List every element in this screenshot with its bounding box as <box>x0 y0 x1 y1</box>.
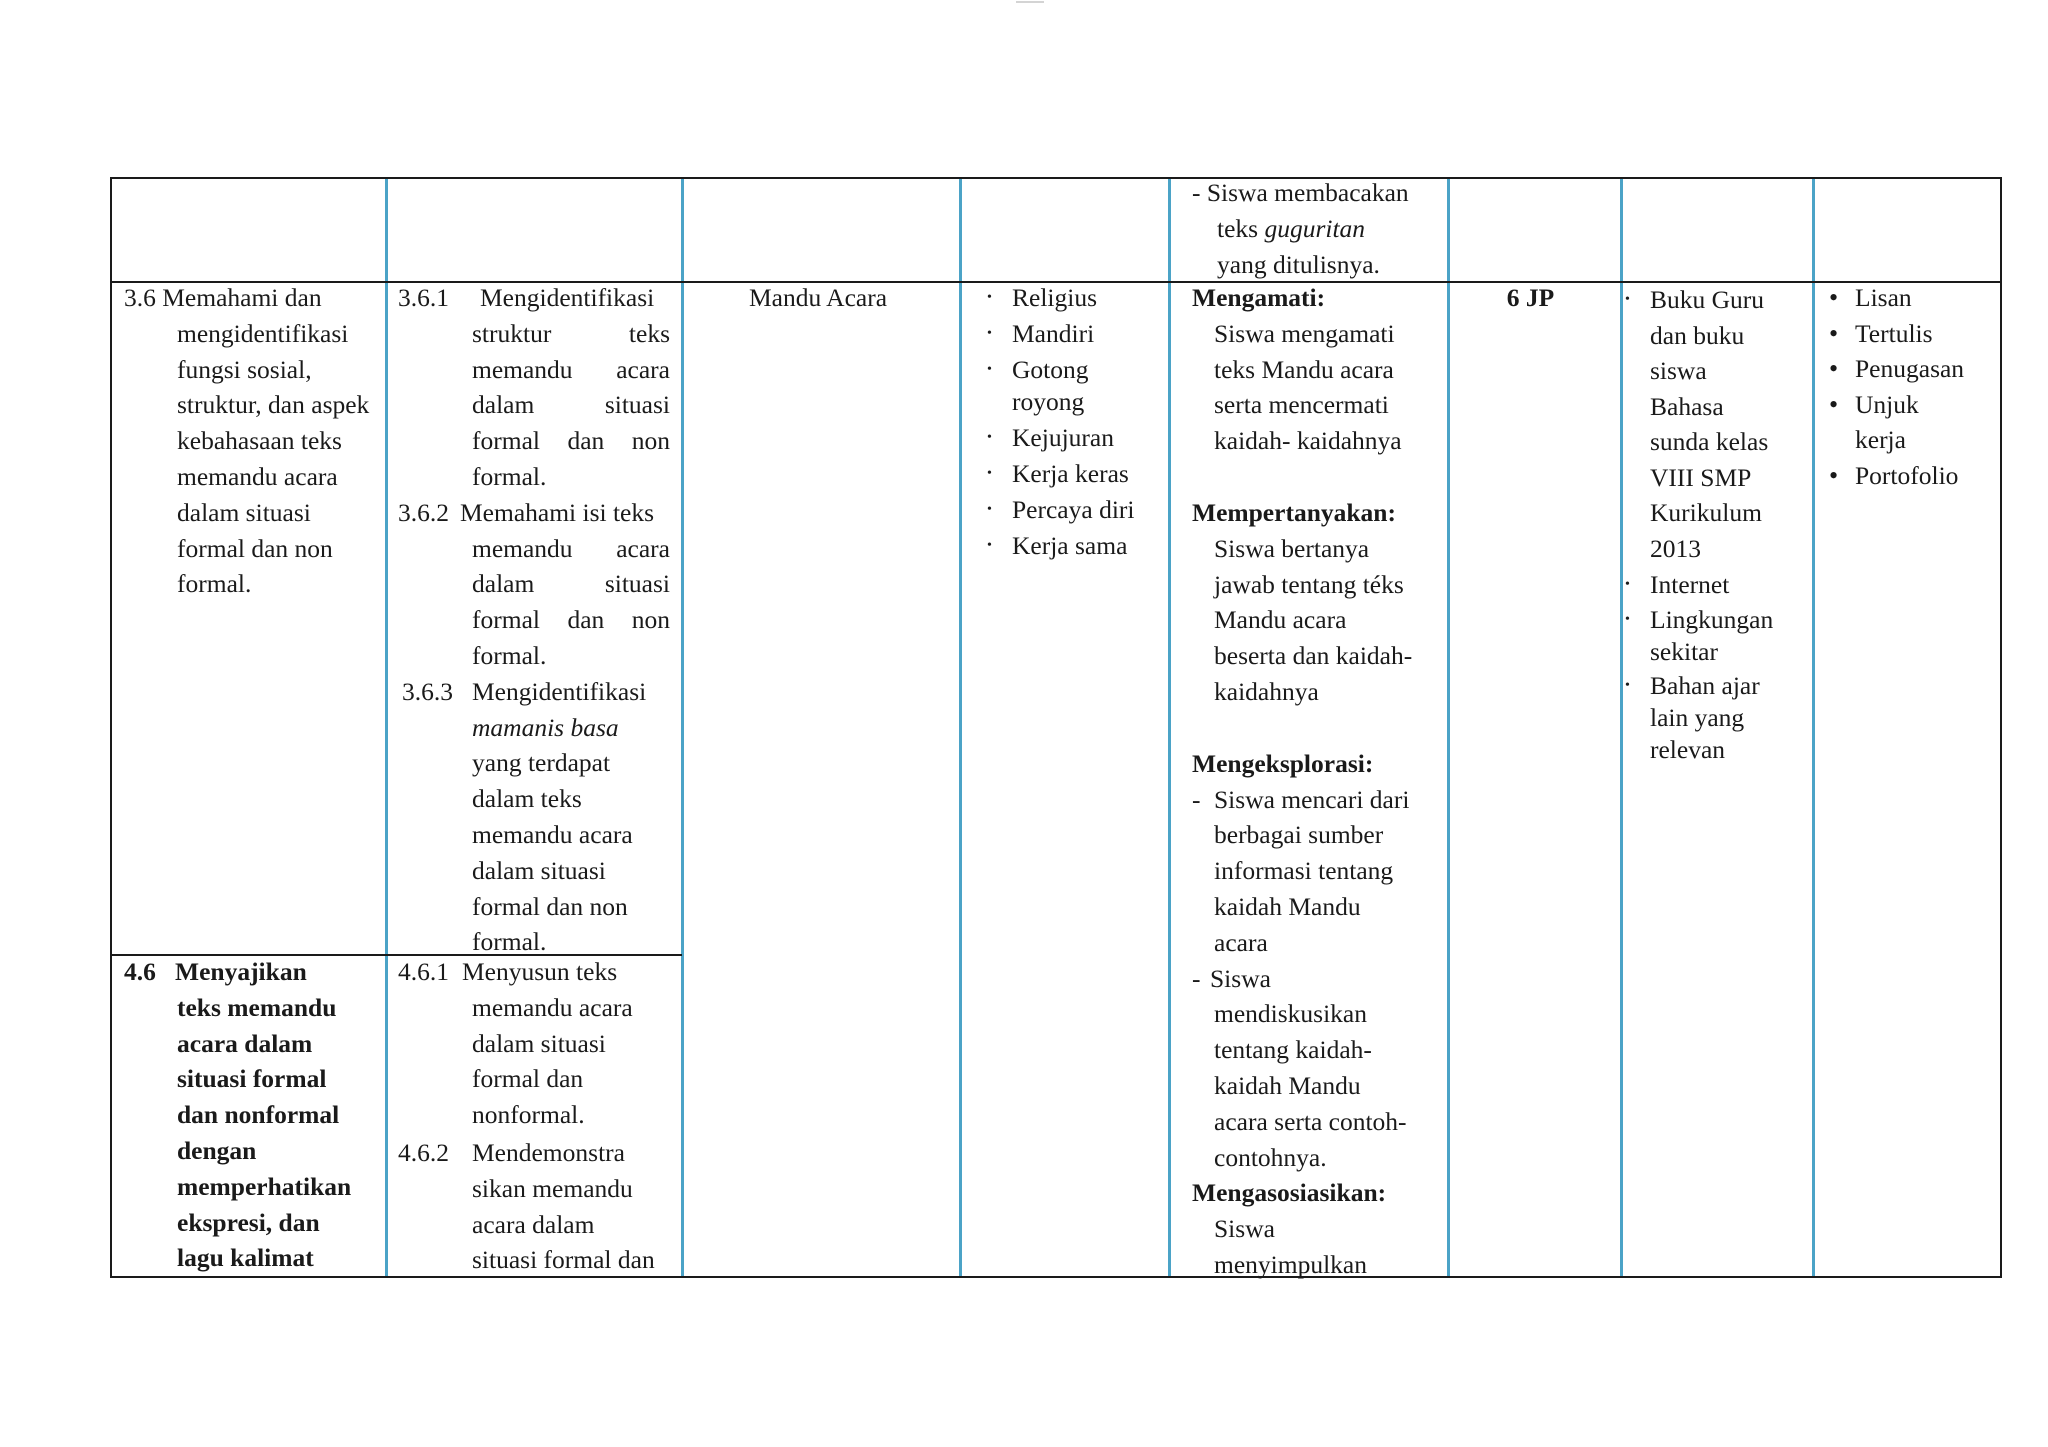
indicator-3-6-1: 3.6.1 Mengidentifikasi struktur teks memandu acara dalam situasi formal dan non formal. <box>398 283 670 491</box>
list-item: • Bahan ajar lain yang relevan <box>1622 670 1807 766</box>
indicator-3-6-3: 3.6.3 Mengidentifikasi mamanis basa yang terdapat dalam teks memandu acara dalam situasi formal dan non formal. <box>402 676 647 957</box>
indicators-4-6 <box>398 954 670 1278</box>
indicators-3-6 <box>398 280 670 960</box>
kegiatan-pembelajaran: Mengamati: Siswa mengamati teks Mandu acara serta mencermati kaidah- kaidahnya Mempertanyakan: Siswa bertanya jawab tentang téks Mandu acara beserta dan kaidah- kaidahnya Mengeksplorasi: - Siswa mencari dari berbagai sumber informasi tentang kaidah Mandu acara - Siswa mendiskusikan tentang kaidah- kaidah Mandu acara serta contoh- contohnya. Mengasosiasikan: Siswa menyimpulkan <box>1192 280 1442 1283</box>
alokasi-waktu: 6 JP <box>1506 283 1555 312</box>
column-divider <box>1447 179 1450 1276</box>
list-item: • Mandiri <box>984 318 1184 350</box>
list-item: • Percaya diri <box>984 494 1184 526</box>
sumber-belajar <box>1622 282 1807 766</box>
list-item: • Religius <box>984 282 1184 314</box>
indicator-3-6-2: 3.6.2 Memahami isi teks memandu acara dalam situasi formal dan non formal. <box>398 497 670 670</box>
karakter-list <box>984 282 1184 562</box>
list-item: • Portofolio <box>1827 458 1997 494</box>
list-item: • Kerja sama <box>984 530 1184 562</box>
column-divider <box>959 179 962 1276</box>
list-item: • Lisan <box>1827 280 1997 316</box>
heading-mempertanyakan: Mempertanyakan: <box>1192 497 1396 527</box>
indicator-4-6-1: 4.6.1 Menyusun teks memandu acara dalam situasi formal dan nonformal. <box>398 957 633 1130</box>
list-item: • Gotong royong <box>984 354 1112 418</box>
activity-continued: - Siswa membacakan teks guguritan yang ditulisnya. <box>1192 178 1409 279</box>
list-item: • Kerja keras <box>984 458 1184 490</box>
heading-mengamati: Mengamati: <box>1192 283 1326 312</box>
list-item: • Lingkungan sekitar <box>1622 604 1807 668</box>
materi-pokok: Mandu Acara <box>748 283 888 312</box>
penilaian-list <box>1827 280 1997 493</box>
list-item: • Tertulis <box>1827 316 1997 352</box>
heading-mengasosiasikan: Mengasosiasikan: <box>1192 1178 1387 1208</box>
list-item: • Unjuk kerja <box>1827 387 1925 458</box>
heading-mengeksplorasi: Mengeksplorasi: <box>1192 748 1374 778</box>
page-header-mark <box>1016 1 1044 3</box>
list-item: • Kejujuran <box>984 422 1184 454</box>
indicator-4-6-2: 4.6.2 Mendemonstra sikan memandu acara dalam situasi formal dan <box>398 1137 655 1275</box>
kd-3-6: 3.6 Memahami dan mengidentifikasi fungsi sosial, struktur, dan aspek kebahasaan teks memandu acara dalam situasi formal dan non formal. <box>124 283 370 599</box>
column-divider <box>1812 179 1815 1276</box>
kd-4-6: 4.6 Menyajikan teks memandu acara dalam situasi formal dan nonformal dengan memperhatikan ekspresi, dan lagu kalimat <box>124 957 352 1273</box>
column-divider <box>385 179 388 1276</box>
list-item: • Buku Guru dan buku siswa Bahasa sunda kelas VIII SMP Kurikulum 2013 <box>1622 282 1807 566</box>
column-divider <box>681 179 684 1276</box>
list-item: • Penugasan <box>1827 351 1997 387</box>
list-item: • Internet <box>1622 568 1807 602</box>
